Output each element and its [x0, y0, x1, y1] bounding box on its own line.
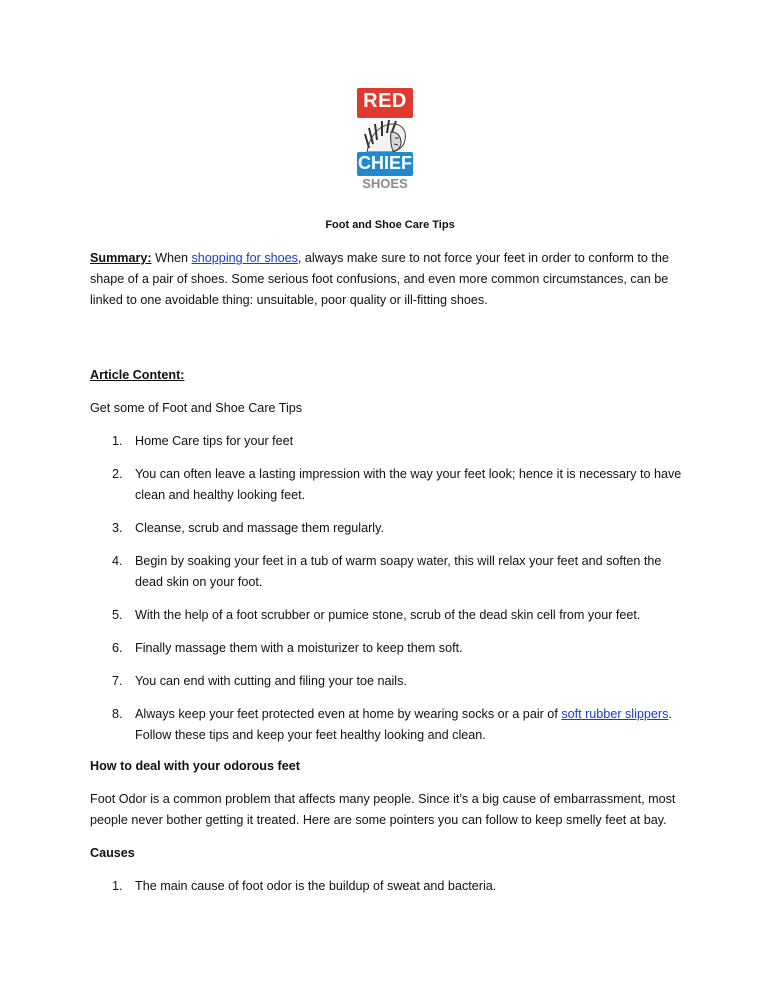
chief-headdress-svg	[357, 118, 413, 154]
causes-list	[90, 876, 690, 897]
summary-before-link: When	[151, 251, 192, 265]
list-item: 8. Always keep your feet protected even at home by wearing socks or a pair of soft rubber slippers. Follow these tips and keep your feet healthy looking and clean.	[112, 707, 672, 742]
list-item: 4. Begin by soaking your feet in a tub of warm soapy water, this will relax your feet and soften the dead skin on your foot.	[112, 554, 662, 589]
list-item: 1. The main cause of foot odor is the buildup of sweat and bacteria.	[112, 879, 497, 893]
summary-paragraph	[90, 248, 690, 311]
list-item: 5. With the help of a foot scrubber or pumice stone, scrub of the dead skin cell from your feet.	[112, 608, 641, 622]
chief-headdress-icon	[357, 118, 413, 154]
article-intro: Get some of Foot and Shoe Care Tips	[90, 401, 303, 415]
soft-rubber-slippers-link[interactable]: soft rubber slippers	[561, 707, 669, 721]
summary-label: Summary:	[90, 251, 152, 265]
odor-paragraph: Foot Odor is a common problem that affects many people. Since it’s a big cause of embarrassment, most people never bother getting it treated. Here are some pointers you can follow to keep smelly feet at bay.	[90, 792, 676, 827]
causes-heading: Causes	[90, 846, 135, 860]
list-item: 7. You can end with cutting and filing your toe nails.	[112, 674, 407, 688]
list-item: 3. Cleanse, scrub and massage them regularly.	[112, 521, 384, 535]
document-body	[90, 216, 690, 897]
logo-blue-block	[357, 152, 413, 176]
list-item: 6. Finally massage them with a moisturizer to keep them soft.	[112, 641, 463, 655]
shopping-for-shoes-link[interactable]: shopping for shoes	[191, 251, 298, 265]
logo-line1: RED	[363, 90, 407, 112]
list-item: 1. Home Care tips for your feet	[112, 434, 294, 448]
logo-red-block	[357, 88, 413, 118]
logo-line3: SHOES	[362, 176, 408, 191]
list-item: 2. You can often leave a lasting impression with the way your feet look; hence it is necessary to have clean and healthy looking feet.	[112, 467, 682, 502]
red-chief-logo	[357, 88, 413, 192]
tips-list	[90, 431, 690, 746]
odor-heading: How to deal with your odorous feet	[90, 759, 300, 773]
article-content-label: Article Content:	[90, 368, 185, 382]
document-title: Foot and Shoe Care Tips	[325, 219, 455, 231]
logo-line2: CHIEF	[358, 153, 412, 173]
summary-after-link: , always make sure to not force your feet in order to conform to the shape of a pair of shoes. Some serious foot confusions, and even more common circumstances, can be linked to one avoidable thing: unsuitable, poor quality or ill-fitting shoes.	[90, 251, 669, 307]
